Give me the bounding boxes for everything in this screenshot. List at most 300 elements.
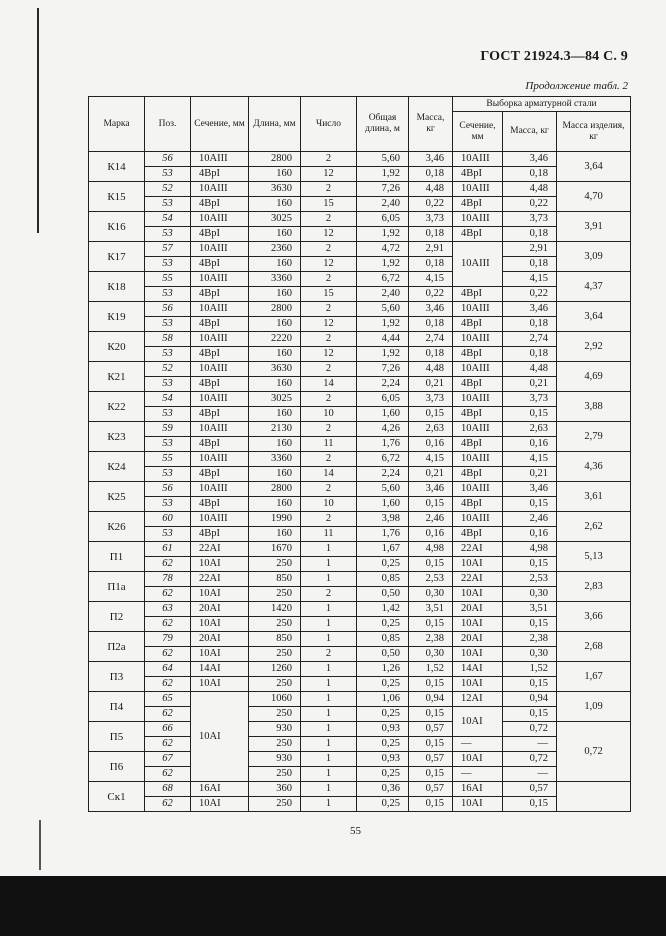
cell-pos: 53 [145,287,191,302]
cell-steel-mass: 4,15 [503,272,557,287]
cell-mass: 0,18 [409,227,453,242]
cell-section: 20AI [191,632,249,647]
table-row [89,737,631,752]
cell-length: 160 [249,197,301,212]
cell-mass: 0,15 [409,737,453,752]
cell-pos: 79 [145,632,191,647]
cell-count: 1 [301,692,357,707]
cell-steel-mass: 0,18 [503,227,557,242]
cell-total-length: 4,72 [357,242,409,257]
cell-steel-mass: 4,15 [503,452,557,467]
cell-steel-mass: 3,73 [503,392,557,407]
cell-pos: 68 [145,782,191,797]
cell-length: 160 [249,407,301,422]
cell-steel-section: 10AIII [453,182,503,197]
cell-count: 1 [301,782,357,797]
cell-steel-mass: 0,72 [503,752,557,767]
cell-total-length: 4,26 [357,422,409,437]
cell-steel-section: 10AI [453,557,503,572]
cell-mass: 0,18 [409,257,453,272]
cell-pos: 53 [145,347,191,362]
cell-pos: 62 [145,557,191,572]
cell-total-length: 1,06 [357,692,409,707]
table-row [89,302,631,317]
cell-length: 2800 [249,302,301,317]
table-row [89,797,631,812]
cell-section: 10AIII [191,392,249,407]
cell-mass: 2,38 [409,632,453,647]
cell-mass: 0,57 [409,752,453,767]
cell-mass: 3,73 [409,392,453,407]
cell-steel-section: 10AIII [453,212,503,227]
cell-steel-section: 4ВрI [453,347,503,362]
cell-length: 3360 [249,452,301,467]
cell-marka: К14 [89,152,145,182]
cell-length: 250 [249,707,301,722]
cell-section: 4ВрI [191,377,249,392]
cell-mass: 0,57 [409,782,453,797]
cell-mass: 0,15 [409,407,453,422]
page-header: ГОСТ 21924.3—84 С. 9 [480,49,628,64]
cell-length: 160 [249,497,301,512]
cell-total-length: 1,76 [357,437,409,452]
cell-section: 4ВрI [191,227,249,242]
cell-section: 10AI [191,692,249,782]
table-row [89,467,631,482]
scan-margin-mark-lower [39,820,41,870]
cell-mass: 2,53 [409,572,453,587]
cell-section: 10AIII [191,512,249,527]
cell-count: 2 [301,302,357,317]
rebar-table-wrap [88,96,630,812]
cell-length: 1990 [249,512,301,527]
cell-section: 4ВрI [191,437,249,452]
cell-mass: 4,48 [409,182,453,197]
cell-length: 250 [249,797,301,812]
cell-mass: 0,22 [409,287,453,302]
cell-mass: 4,15 [409,272,453,287]
cell-section: 22AI [191,572,249,587]
cell-steel-mass: — [503,767,557,782]
cell-total-length: 5,60 [357,482,409,497]
table-row [89,227,631,242]
cell-mass: 0,18 [409,167,453,182]
cell-total-length: 1,92 [357,167,409,182]
cell-count: 15 [301,197,357,212]
cell-count: 2 [301,272,357,287]
table-row [89,572,631,587]
col-count: Число [301,97,357,152]
cell-count: 1 [301,707,357,722]
cell-total-length: 3,98 [357,512,409,527]
cell-steel-mass: 4,48 [503,182,557,197]
cell-section: 10AIII [191,242,249,257]
table-row [89,317,631,332]
table-row [89,767,631,782]
cell-steel-section: 4ВрI [453,527,503,542]
cell-item-mass: 3,91 [557,212,631,242]
cell-section: 4ВрI [191,347,249,362]
cell-steel-section: — [453,737,503,752]
cell-section: 10AI [191,557,249,572]
cell-length: 1060 [249,692,301,707]
cell-steel-mass: 0,22 [503,287,557,302]
cell-steel-mass: 0,15 [503,797,557,812]
cell-count: 1 [301,602,357,617]
cell-total-length: 0,25 [357,557,409,572]
cell-count: 1 [301,542,357,557]
col-total-length: Общая длина, м [357,97,409,152]
cell-item-mass: 1,67 [557,662,631,692]
cell-count: 15 [301,287,357,302]
col-mass: Масса, кг [409,97,453,152]
cell-steel-section: 10AI [453,797,503,812]
cell-steel-section: 4ВрI [453,467,503,482]
cell-mass: 0,15 [409,797,453,812]
cell-total-length: 1,60 [357,407,409,422]
cell-marka: К26 [89,512,145,542]
cell-section: 10AIII [191,182,249,197]
cell-total-length: 0,25 [357,767,409,782]
cell-mass: 0,30 [409,647,453,662]
cell-steel-section: 16AI [453,782,503,797]
cell-marka: К24 [89,452,145,482]
cell-marka: П2а [89,632,145,662]
cell-length: 160 [249,527,301,542]
table-row [89,287,631,302]
cell-item-mass: 2,62 [557,512,631,542]
cell-steel-mass: 3,46 [503,482,557,497]
cell-marka: К19 [89,302,145,332]
cell-pos: 53 [145,527,191,542]
cell-count: 14 [301,377,357,392]
cell-steel-mass: 0,16 [503,437,557,452]
cell-total-length: 0,25 [357,737,409,752]
cell-section: 4ВрI [191,257,249,272]
cell-mass: 0,30 [409,587,453,602]
cell-section: 22AI [191,542,249,557]
cell-count: 1 [301,737,357,752]
cell-pos: 78 [145,572,191,587]
cell-count: 1 [301,797,357,812]
cell-length: 160 [249,377,301,392]
cell-total-length: 1,60 [357,497,409,512]
cell-section: 16AI [191,782,249,797]
cell-item-mass: 2,79 [557,422,631,452]
cell-section: 10AI [191,647,249,662]
cell-length: 160 [249,347,301,362]
cell-length: 160 [249,227,301,242]
cell-item-mass: 3,09 [557,242,631,272]
cell-section: 10AIII [191,212,249,227]
table-row [89,362,631,377]
col-marka: Марка [89,97,145,152]
cell-steel-section: 4ВрI [453,377,503,392]
cell-count: 2 [301,362,357,377]
cell-pos: 59 [145,422,191,437]
cell-count: 1 [301,662,357,677]
cell-length: 250 [249,737,301,752]
table-row [89,392,631,407]
cell-length: 360 [249,782,301,797]
cell-steel-section: 20AI [453,632,503,647]
table-row [89,407,631,422]
table-row [89,722,631,737]
cell-steel-section: 4ВрI [453,287,503,302]
cell-total-length: 0,25 [357,677,409,692]
cell-mass: 0,21 [409,377,453,392]
cell-total-length: 1,92 [357,317,409,332]
cell-steel-mass: 0,15 [503,557,557,572]
cell-section: 14AI [191,662,249,677]
scan-margin-mark [37,8,39,233]
cell-length: 2220 [249,332,301,347]
cell-mass: 0,15 [409,767,453,782]
cell-steel-section: 10AI [453,617,503,632]
cell-count: 12 [301,257,357,272]
cell-length: 1260 [249,662,301,677]
cell-section: 4ВрI [191,407,249,422]
cell-pos: 53 [145,167,191,182]
cell-total-length: 4,44 [357,332,409,347]
cell-pos: 60 [145,512,191,527]
cell-total-length: 0,25 [357,797,409,812]
cell-marka: К18 [89,272,145,302]
col-group-steel-selection: Выборка арматурной стали [453,97,631,112]
cell-section: 4ВрI [191,197,249,212]
cell-length: 850 [249,572,301,587]
cell-steel-mass: 0,18 [503,167,557,182]
cell-steel-section: 10AI [453,677,503,692]
table-row [89,587,631,602]
cell-marka: П3 [89,662,145,692]
cell-total-length: 5,60 [357,302,409,317]
cell-steel-mass: 0,15 [503,497,557,512]
cell-marka: К22 [89,392,145,422]
cell-pos: 62 [145,647,191,662]
cell-count: 1 [301,767,357,782]
cell-mass: 0,18 [409,317,453,332]
cell-steel-section: 10AI [453,707,503,737]
cell-length: 250 [249,557,301,572]
cell-count: 2 [301,212,357,227]
table-row [89,602,631,617]
cell-marka: П5 [89,722,145,752]
cell-mass: 4,98 [409,542,453,557]
cell-pos: 53 [145,407,191,422]
cell-item-mass: 2,92 [557,332,631,362]
cell-marka: К17 [89,242,145,272]
table-row [89,182,631,197]
cell-pos: 53 [145,467,191,482]
cell-total-length: 1,92 [357,347,409,362]
cell-steel-mass: 2,46 [503,512,557,527]
cell-count: 2 [301,152,357,167]
cell-steel-section: 10AIII [453,422,503,437]
cell-total-length: 0,50 [357,647,409,662]
cell-count: 1 [301,752,357,767]
cell-total-length: 1,67 [357,542,409,557]
cell-marka: К16 [89,212,145,242]
cell-mass: 3,73 [409,212,453,227]
cell-count: 1 [301,617,357,632]
cell-length: 2800 [249,482,301,497]
table-row [89,242,631,257]
cell-steel-section: 10AIII [453,302,503,317]
cell-mass: 2,74 [409,332,453,347]
cell-steel-section: 4ВрI [453,497,503,512]
cell-steel-section: 4ВрI [453,227,503,242]
cell-item-mass: 2,68 [557,632,631,662]
cell-count: 2 [301,587,357,602]
cell-item-mass: 4,36 [557,452,631,482]
cell-steel-mass: 0,15 [503,617,557,632]
cell-count: 10 [301,497,357,512]
cell-total-length: 0,93 [357,722,409,737]
cell-count: 12 [301,227,357,242]
cell-count: 2 [301,647,357,662]
cell-length: 250 [249,617,301,632]
cell-steel-mass: 0,22 [503,197,557,212]
cell-count: 1 [301,722,357,737]
cell-total-length: 0,25 [357,617,409,632]
col-item-mass: Масса изделия, кг [557,112,631,152]
cell-count: 2 [301,512,357,527]
table-row [89,707,631,722]
cell-steel-mass: 0,30 [503,587,557,602]
cell-steel-mass: 3,46 [503,302,557,317]
cell-pos: 61 [145,542,191,557]
table-row [89,272,631,287]
table-row [89,782,631,797]
cell-length: 3630 [249,362,301,377]
table-row [89,152,631,167]
cell-length: 250 [249,677,301,692]
cell-mass: 2,46 [409,512,453,527]
cell-item-mass: 4,70 [557,182,631,212]
rebar-table [88,96,631,812]
cell-steel-mass: 0,18 [503,317,557,332]
cell-length: 2360 [249,242,301,257]
cell-steel-section: 10AIII [453,242,503,287]
cell-count: 1 [301,557,357,572]
cell-length: 3630 [249,182,301,197]
cell-steel-section: 22AI [453,572,503,587]
col-steel-mass: Масса, кг [503,112,557,152]
cell-item-mass: 0,72 [557,722,631,782]
cell-total-length: 7,26 [357,362,409,377]
table-row [89,377,631,392]
table-row [89,437,631,452]
scan-bottom-band [0,876,666,936]
cell-length: 160 [249,257,301,272]
table-row [89,557,631,572]
cell-section: 4ВрI [191,467,249,482]
cell-section: 4ВрI [191,167,249,182]
cell-section: 10AIII [191,272,249,287]
cell-marka: Ск1 [89,782,145,812]
cell-steel-mass: 0,15 [503,677,557,692]
cell-mass: 3,46 [409,302,453,317]
cell-total-length: 1,42 [357,602,409,617]
cell-total-length: 6,72 [357,452,409,467]
cell-steel-section: 20AI [453,602,503,617]
table-continuation-caption: Продолжение табл. 2 [525,80,628,92]
table-row [89,167,631,182]
cell-length: 3025 [249,212,301,227]
cell-pos: 65 [145,692,191,707]
cell-section: 4ВрI [191,317,249,332]
cell-steel-section: 4ВрI [453,407,503,422]
cell-length: 850 [249,632,301,647]
cell-mass: 0,15 [409,557,453,572]
cell-steel-section: 10AI [453,752,503,767]
cell-count: 1 [301,677,357,692]
cell-pos: 62 [145,767,191,782]
cell-pos: 53 [145,437,191,452]
cell-mass: 0,15 [409,497,453,512]
cell-mass: 1,52 [409,662,453,677]
cell-marka: П6 [89,752,145,782]
cell-count: 12 [301,167,357,182]
cell-section: 10AI [191,797,249,812]
cell-item-mass: 3,66 [557,602,631,632]
cell-pos: 62 [145,707,191,722]
cell-total-length: 1,76 [357,527,409,542]
cell-steel-mass: 3,73 [503,212,557,227]
cell-mass: 0,21 [409,467,453,482]
cell-marka: П2 [89,602,145,632]
cell-item-mass: 3,61 [557,482,631,512]
cell-steel-section: 4ВрI [453,437,503,452]
cell-length: 160 [249,467,301,482]
cell-steel-mass: 2,91 [503,242,557,257]
cell-marka: К20 [89,332,145,362]
cell-pos: 52 [145,182,191,197]
cell-steel-mass: 0,16 [503,527,557,542]
cell-mass: 2,63 [409,422,453,437]
cell-item-mass: 3,64 [557,152,631,182]
cell-count: 2 [301,482,357,497]
table-row [89,662,631,677]
cell-steel-mass: 2,38 [503,632,557,647]
table-row [89,482,631,497]
cell-steel-mass: 3,51 [503,602,557,617]
cell-pos: 56 [145,302,191,317]
table-row [89,212,631,227]
cell-count: 2 [301,242,357,257]
cell-length: 1420 [249,602,301,617]
cell-mass: 0,15 [409,707,453,722]
cell-steel-section: — [453,767,503,782]
table-row [89,512,631,527]
table-row [89,677,631,692]
table-row [89,752,631,767]
cell-steel-mass: 2,53 [503,572,557,587]
cell-pos: 53 [145,197,191,212]
cell-mass: 0,57 [409,722,453,737]
cell-steel-mass: 0,72 [503,722,557,737]
cell-pos: 53 [145,257,191,272]
cell-steel-section: 12AI [453,692,503,707]
cell-total-length: 0,85 [357,572,409,587]
cell-pos: 67 [145,752,191,767]
cell-mass: 0,16 [409,527,453,542]
cell-length: 2800 [249,152,301,167]
cell-steel-mass: 2,63 [503,422,557,437]
cell-pos: 53 [145,377,191,392]
cell-length: 250 [249,647,301,662]
